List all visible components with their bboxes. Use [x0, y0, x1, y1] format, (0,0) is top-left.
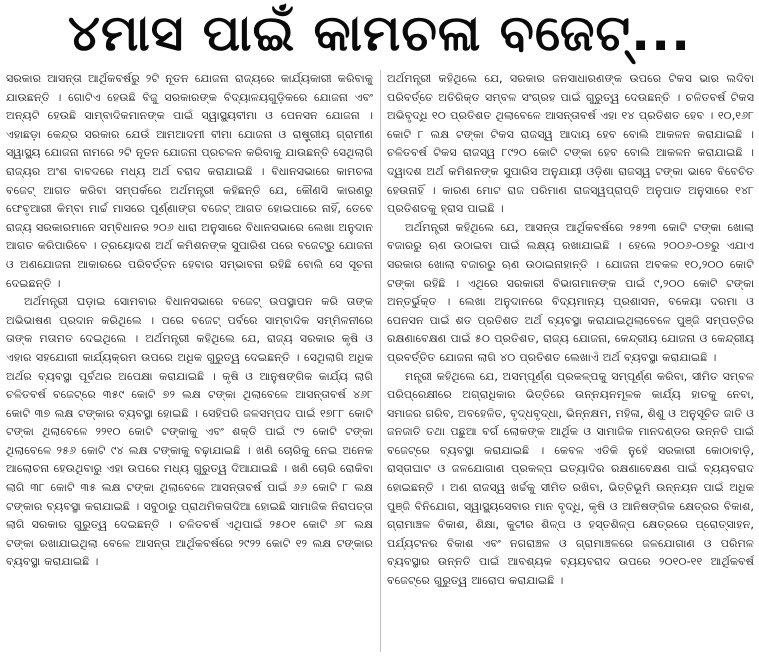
paragraph: ଅର୍ଥମନ୍ତ୍ରୀ କହିଥିଲେ ଯେ, ଆସନ୍ତା ଆର୍ଥିକବର୍ଷରେ ୨୫୨୩ କୋଟି ଟଙ୍କା ଖୋଲା ବଜାରରୁ ଋଣ ଉଠାଇବା ପାଇଁ ଲକ୍ଷ୍ୟ ରଖାଯାଇଛି । ହେଲେ ୨୦୦୬-୦୭ରୁ ଏଯାଏ ସରକାର ଖୋଲା ବଜାରରୁ ଋଣ ଉଠାଇନାହାନ୍ତି । ଯୋଜନା ଅବକଳ ୧୦,୨୦୦ କୋଟି ଟଙ୍କା ରହିଛି । ଏଥିରେ ସରକାରୀ ବିଭାଗମାନଙ୍କ ପାଇଁ ୯,୨୦୦ କୋଟି ଟଙ୍କା ଅନ୍ତର୍ଭୁକ୍ତ । ଲେଖା ଅନୁଦାନରେ ବିଦ୍ୟମାନ୍ୟ ପ୍ରଶାସନ, ବକେୟା ଦରମା ଓ ପେନସନ ପାଇଁ ଶତ ପ୍ରତିଶତ ଅର୍ଥ ବ୍ୟବସ୍ଥା କରାଯାଇଥିଲାବେଳେ ପୁଞ୍ଜି ସମ୍ପତ୍ତିର ରକ୍ଷଣାବେକ୍ଷଣ ପାଇଁ ୫୦ ପ୍ରତିଶତ, ରାଜ୍ୟ ଯୋଜନା, କେନ୍ଦ୍ରୀୟ ଯୋଜନା ଓ କେନ୍ଦ୍ରୀୟ ପ୍ରବର୍ତ୍ତିତ ଯୋଜନା ଲାଗି ୪୦ ପ୍ରତିଶତ ଲେଖାଏଁ ଅର୍ଥ ବ୍ୟବସ୍ଥା କରାଯାଇଛି । — [387, 220, 754, 364]
headline: ୪ମାସ ପାଇଁ କାମଚଳା ବଜେଟ୍... — [67, 4, 692, 62]
paragraph: ମନ୍ତ୍ରୀ କହିଥିଲେ ଯେ, ଅସମ୍ପୂର୍ଣ୍ଣ ପ୍ରକଳ୍ପକୁ ସମ୍ପୂର୍ଣ୍ଣ କରିବା, ସୀମିତ ସମ୍ବଳ ପରିପ୍ରେକ୍ଷୀରେ ଅଗ୍ରାଧିକାର ଭିତ୍ତିରେ ଉନ୍ନୟନମୂଳକ କାର୍ଯ୍ୟ ହାତକୁ ନେବା, ସମାଜର ଗରିବ, ଅବହେଳିତ, ବୃଦ୍ଧବୃଦ୍ଧା, ଭିନ୍ନକ୍ଷମ, ମହିଳା, ଶିଶୁ ଓ ଅନୁସୂଚିତ ଜାତି ଓ ଜନଜାତି ତଥା ପଛୁଆ ବର୍ଗ ଲୋକଙ୍କ ଆର୍ଥିକ ଓ ସାମାଜିକ ମାନଦଣ୍ଡର ଉନ୍ନତି ପାଇଁ ବଜେଟ୍‌ରେ ବ୍ୟବସ୍ଥା କରାଯାଇଛି । କେବଳ ଏତିକି ନୁହେଁ ସରକାରୀ କୋଠାବାଡ଼ି, ରାସ୍ତାଘାଟ ଓ ଜଳଯୋଗାଣ ପ୍ରକଳ୍ପ ଇତ୍ୟାଦିର ରକ୍ଷଣାବେକ୍ଷଣ ପାଇଁ ବ୍ୟୟବରାଦ ହୋଇଛନ୍ତି । ଅଣ ରାଜସ୍ୱ ଖର୍ଚ୍ଚକୁ ସୀମିତ ରଖିବା, ଭିତ୍ତିଭୂମି ଉନ୍ନୟନ ପାଇଁ ଅଧିକ ପୁଞ୍ଜି ବିନିଯୋଗ, ସ୍ୱାସ୍ଥ୍ୟସେବାର ମାନ ବୃଦ୍ଧି, କୃଷି ଓ ଆନିଷଙ୍ଗିକ କ୍ଷେତ୍ରର ବିକାଶ, ଗ୍ରାମାଞ୍ଚଳ ବିକାଶ, ଶିକ୍ଷା, କୁଟୀର ଶିଳ୍ପ ଓ ହସ୍ତଶିଳ୍ପ କ୍ଷେତ୍ରରେ ପ୍ରୋତ୍ସାହନ, ପର୍ଯ୍ୟଟନର ବିକାଶ ଏବଂ ନଗରାଞ୍ଚଳ ଓ ଗ୍ରାମାଞ୍ଚଳରେ ଜଳଯୋଗାଣ ଓ ପରିମଳ ବ୍ୟବସ୍ଥାର ଉନ୍ନତି ପାଇଁ ଆବଶ୍ୟକ ବ୍ୟୟବରାଦ ଉପରେ ୨୦୧୦-୧୧ ଆର୍ଥିକବର୍ଷ ବଜେଟ୍‌ରେ ଗୁରୁତ୍ୱ ଆରୋପ କରାଯାଇଛି । — [387, 369, 754, 588]
column-right — [387, 70, 754, 652]
column-left — [6, 70, 373, 652]
article-body — [6, 70, 754, 652]
paragraph: ସରକାର ଆସନ୍ତା ଆର୍ଥିକବର୍ଷରୁ ୨ଟି ନୂତନ ଯୋଜନା ରାଜ୍ୟରେ କାର୍ଯ୍ୟକାରୀ କରିବାକୁ ଯାଉଛନ୍ତି । ଗୋଟିଏ ହେଉଛି ବିଜୁ ସରକାରଙ୍କ ବିଦ୍ୟାଳୟଗୁଡ଼ିକରେ ଯୋଜନା ଏବଂ ଅନ୍ୟଟି ହେଉଛି ସାମ୍ବାଦିକମାନଙ୍କ ପାଇଁ ସ୍ୱାସ୍ଥ୍ୟବୀମା ଓ ପେନସନ ଯୋଜନା । ଏହାଛଡ଼ା କେନ୍ଦ୍ର ସରକାର ଯେଉଁ ଆମଆଦମୀ ବୀମା ଯୋଜନା ଓ ରାଷ୍ଟ୍ରୀୟ ଗ୍ରାମୀଣ ସ୍ୱାସ୍ଥ୍ୟ ଯୋଜନା ନାମରେ ୨ଟି ନୂତନ ଯୋଜନା ପ୍ରଚଳନ କରିବାକୁ ଯାଉଛନ୍ତି ସେଥିଲାଗି ରାଜ୍ୟର ଅଂଶ ବାବଦରେ ମଧ୍ୟ ଅର୍ଥ ବରାଦ କରାଯାଇଛି । ବିଧାନସଭାରେ କାମଚଳା ବଜେଟ୍ ଆଗତ କରିବା ସମ୍ପର୍କରେ ଅର୍ଥମନ୍ତ୍ରୀ କହିଛନ୍ତି ଯେ, କୌଣସି କାରଣରୁ ଫେବୃଆରୀ କିମ୍ବା ମାର୍ଚ୍ଚ ମାସରେ ପୂର୍ଣ୍ଣାଙ୍ଗ ବଜେଟ୍ ଆଗତ ହୋଇପାରେ ନାହିଁ, ତେବେ ରାଜ୍ୟ ସରକାରମାନେ ସମ୍ବିଧାନର ୨୦୬ ଧାରା ଅନୁସାରେ ବିଧାନସଭାରେ ଲେଖା ଅନୁଦାନ ଆଗତ କରିପାରିବେ । ତ୍ରୟୋଦଶ ଅର୍ଥ କମିଶନଙ୍କ ସୁପାରିଶ ପରେ ବଜେଟ୍‌ରୁ ଯୋଜନା ଓ ଅଣଯୋଜନା ଆକାରରେ ପରିବର୍ତ୍ତନ ହେବାର ସମ୍ଭାବନା ରହିଛି ବୋଲି ସେ ସୂଚନା ଦେଇଛନ୍ତି । — [6, 72, 373, 290]
column-divider — [380, 70, 381, 652]
paragraph: ଅର୍ଥମନ୍ତ୍ରୀ ଘଡ଼ାଇ ସୋମବାର ବିଧାନସଭାରେ ବଜେଟ୍ ଉପସ୍ଥାପନ କରି ତାଙ୍କ ଅଭିଭାଷଣ ପ୍ରଦାନ କରିଥିଲେ । ପରେ ବଜେଟ୍ ପର୍ବରେ ସାମ୍ବାଦିକ ସମ୍ମିଳନୀରେ ତାଙ୍କ ମତାମତ ଦେଇଥିଲେ । ଅର୍ଥମନ୍ତ୍ରୀ କହିଥିଲେ ଯେ, ରାଜ୍ୟ ସରକାର କୃଷି ଓ ଏହାର ସହଯୋଗୀ କାର୍ଯ୍ୟକ୍ରମ ଉପରେ ଅଧିକ ଗୁରୁତ୍ୱ ଦେଇଛନ୍ତି । ସେଥିଲାଗି ଅଧିକ ଅର୍ଥର ବ୍ୟବସ୍ଥା ପୂର୍ବଥର ଅପେକ୍ଷା କରାଯାଇଛି । କୃଷି ଓ ଆନୁଷଙ୍ଗିକ କାର୍ଯ୍ୟ ଲାଗି ଚଳିତବର୍ଷ ବଜେଟ୍‌ରେ ୩୫୯ କୋଟି ୭୨ ଲକ୍ଷ ଟଙ୍କା ଥିଲାବେଳେ ଆସନ୍ତାବର୍ଷ ୪୬୮ କୋଟି ୩୭ ଲକ୍ଷ ଟଙ୍କାର ବ୍ୟବସ୍ଥା ହୋଇଛି । ସେହିପରି ଜଳସମ୍ପଦ ପାଇଁ ୧୭୮୮ କୋଟି ଟଙ୍କା ଥିଲାବେଳେ ୨୨୧୦ କୋଟି ଟଙ୍କାକୁ ଏବଂ ଶକ୍ତି ପାଇଁ ୯୨ କୋଟି ଟଙ୍କା ଥିଲାବେଳେ ୨୫୬ କୋଟି ୯୪ ଲକ୍ଷ ଟଙ୍କାକୁ ବଢ଼ାଯାଇଛି । ଖଣି ଚୋରିକୁ ନେଇ ଅନେକ ଆଲୋଚନା ହେଉଥିବାରୁ ଏହା ଉପରେ ମଧ୍ୟ ଗୁରୁତ୍ୱ ଦିଆଯାଇଛି । ଖଣି ଚୋରି ରୋକିବା ଲାଗି ୩୮ କୋଟି ୩୫ ଲକ୍ଷ ଟଙ୍କା ଥିଲାବେଳେ ଆସନ୍ତାବର୍ଷ ପାଇଁ ୬୬ କୋଟି ୮ ଲକ୍ଷ ଟଙ୍କାର ବ୍ୟବସ୍ଥା କରାଯାଇଛି । ସବୁଠାରୁ ପ୍ରାଥମିକତାଦିଆ ହୋଇଛି ସାମାଜିକ ନିରାପତ୍ତା ଲାଗି ସରକାର ଗୁରୁତ୍ୱ ଦେଇଛନ୍ତି । ଚଳିତବର୍ଷ ଏଥିପାଇଁ ୨୫୦୧ କୋଟି ୬୮ ଲକ୍ଷ ଟଙ୍କା ରଖାଯାଇଥିଲା ବେଳେ ଆସନ୍ତା ଆର୍ଥିକବର୍ଷରେ ୨୯୨୨ କୋଟି ୧୨ ଲକ୍ଷ ଟଙ୍କାର ବ୍ୟବସ୍ଥା କରାଯାଇଛି । — [6, 295, 373, 569]
paragraph: ଅର୍ଥମନ୍ତ୍ରୀ କହିଥିଲେ ଯେ, ସରକାର ଜନସାଧାରଣଙ୍କ ଉପରେ ଟିକସ ଭାର ଲଦିବା ପରିବର୍ତ୍ତେ ଅତିରିକ୍ତ ସମ୍ବଳ ସଂଗ୍ରହ ପାଇଁ ଗୁରୁତ୍ୱ ଦେଉଛନ୍ତି । ଚଳିତବର୍ଷ ଟିକସ ଅଭିବୃଦ୍ଧି ୧୦ ପ୍ରତିଶତ ଥିଲାବେଳେ ଆସନ୍ତାବର୍ଷ ଏହା ୧୪ ପ୍ରତିଶତ ହେବ । ୧୦,୧୬୮ କୋଟି ୮ ଲକ୍ଷ ଟଙ୍କା ଟିକସ ରାଜସ୍ୱ ଆଦାୟ ହେବ ବୋଲି ଆକଳନ କରାଯାଇଛି । ଚଳିତବର୍ଷ ଟିକସ ରାଜସ୍ୱ ୮୯୨୦ କୋଟି ଟଙ୍କା ହେବ ବୋଲି ଆକଳନ କରାଯାଇଛି । ଦ୍ୱାଦଶ ଅର୍ଥ କମିଶନଙ୍କ ସୁପାରିସ ଅନୁଯାୟୀ ଓଡ଼ିଶା ରାଜସ୍ୱ ଟଙ୍କା ଭାବେ ବିବେଚିତ ହେଉନାହିଁ । କାରଣ ମୋଟ ରାଜ ପରିମାଣ ରାଜସ୍ୱପ୍ରାପ୍ତି ଅନୁପାତ ଅନୁସାରେ ୧୪୮ ପ୍ରତିଶତକୁ ହ୍ରାସ ପାଇଛି । — [387, 72, 754, 216]
